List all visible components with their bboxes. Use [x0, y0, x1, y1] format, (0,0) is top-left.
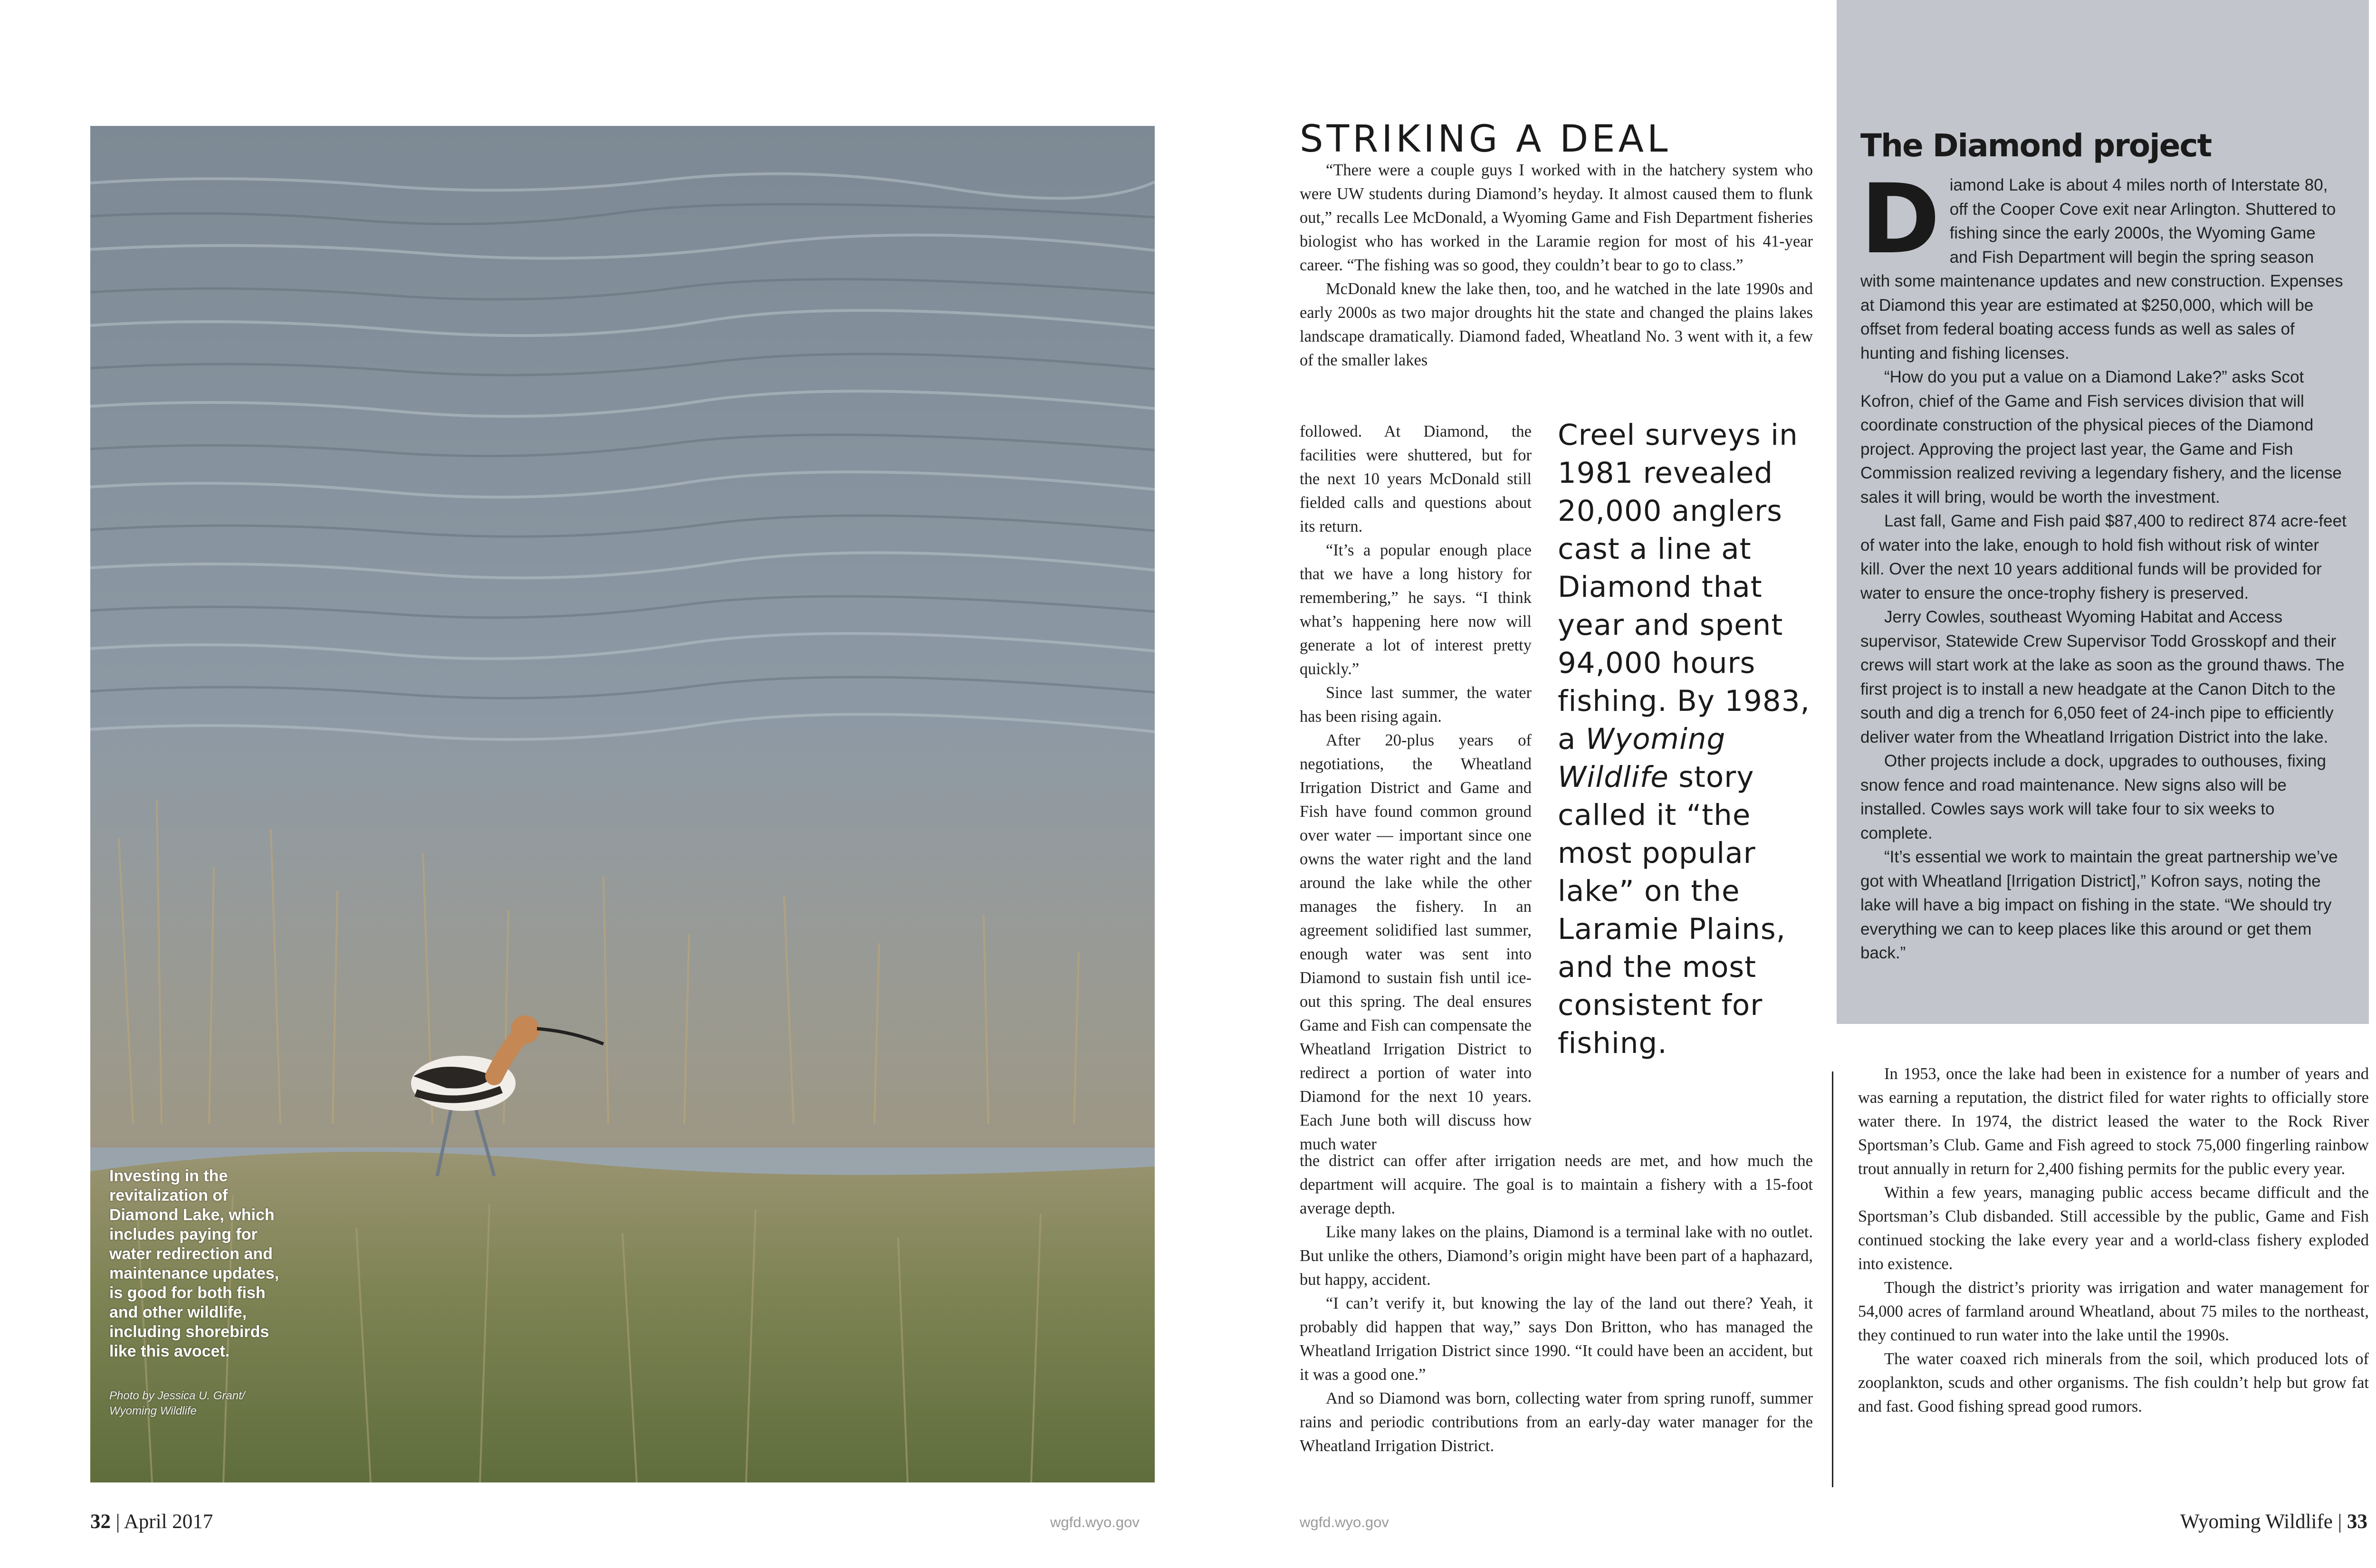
article-right-column	[1858, 1062, 2369, 1418]
right-folio-title: Wyoming Wildlife	[2180, 1511, 2333, 1533]
sidebar-paragraph: “How do you put a value on a Diamond Lake?” asks Scot Kofron, chief of the Game and Fish services division that will coordinate construction of the physical pieces of the Diamond project. Approving the project last year, the Game and Fish Commission realized reviving a legendary fishery, and the license sales it will bring, would be worth the investment.	[1860, 368, 2342, 507]
sidebar-title: The Diamond project	[1860, 127, 2212, 164]
article-headline: STRIKING A DEAL	[1300, 118, 1671, 161]
left-folio-separator: |	[115, 1511, 120, 1533]
article-paragraph: the district can offer after irrigation needs are met, and how much the department will acquire. The goal is to maintain a fishery with a 15-foot average depth.	[1300, 1152, 1813, 1217]
pull-quote-text-end: story called it “the most popular lake” on the Laramie Plains, and the most consistent for fishing.	[1558, 760, 1786, 1060]
sidebar-paragraph: Jerry Cowles, southeast Wyoming Habitat and Access supervisor, Statewide Crew Supervisor Todd Grosskopf and their crews will start work at the lake as soon as the ground thaws. The first project is to install a new headgate at the Canon Ditch to the south and dig a trench for 6,050 feet of 24-inch pipe to efficiently deliver water from the Wheatland Irrigation District into the lake.	[1860, 608, 2345, 746]
sidebar-text	[1860, 163, 2347, 966]
sidebar-paragraph: “It’s essential we work to maintain the great partnership we’ve got with Wheatland [Irrigation District],” Kofron says, noting the lake will have a big impact on fishing in the state. “We should try everything we can to keep places like this around or get them back.”	[1860, 848, 2338, 962]
article-paragraph: Since last summer, the water has been rising again.	[1300, 684, 1532, 726]
pull-quote-text: Creel surveys in 1981 revealed 20,000 anglers cast a line at Diamond that year and spent 94,000 hours fishing. By 1983, a	[1558, 418, 1810, 756]
article-paragraph: Like many lakes on the plains, Diamond is a terminal lake with no outlet. But unlike the others, Diamond’s origin might have been part of a haphazard, but happy, accident.	[1300, 1223, 1813, 1289]
right-page-url[interactable]: wgfd.wyo.gov	[1300, 1514, 1389, 1530]
article-paragraph: The water coaxed rich minerals from the soil, which produced lots of zooplankton, scuds and other organisms. The fish couldn’t help but grow fat and fast. Good fishing spread good rumors.	[1858, 1350, 2369, 1415]
right-folio	[2180, 1510, 2367, 1533]
article-paragraph: “It’s a popular enough place that we have a long history for remembering,” he says. “I think what’s happening here now will generate a lot of interest pretty quickly.”	[1300, 541, 1532, 678]
article-top-text	[1300, 158, 1813, 372]
right-page-number: 33	[2347, 1511, 2367, 1533]
article-paragraph: “I can’t verify it, but knowing the lay of the land out there? Yeah, it probably did happen that way,” says Don Britton, who has managed the Wheatland Irrigation District since 1990. “It could have been an accident, but it was a good one.”	[1300, 1294, 1813, 1384]
left-page-url[interactable]: wgfd.wyo.gov	[1050, 1514, 1140, 1530]
sidebar-first-paragraph	[1860, 163, 2347, 365]
left-page-number: 32	[90, 1511, 111, 1533]
article-bottom-text	[1300, 1149, 1813, 1458]
photo-caption: Investing in the revitalization of Diamond Lake, which includes paying for water redirection and maintenance updates, is good for both fish and other wildlife, including shorebirds like this avocet.	[109, 1167, 279, 1360]
pull-quote	[1558, 416, 1824, 1062]
article-paragraph: followed. At Diamond, the facilities were shuttered, but for the next 10 years McDonald still fielded calls and questions about its return.	[1300, 422, 1532, 535]
article-narrow-text	[1300, 420, 1532, 1156]
right-folio-separator: |	[2338, 1511, 2342, 1533]
sidebar-paragraph: Other projects include a dock, upgrades to outhouses, fixing snow fence and road maintenance. New signs also will be installed. Cowles says work will take four to six weeks to complete.	[1860, 752, 2326, 842]
pull-quote-magazine-title: Wyoming Wildlife	[1558, 722, 1726, 794]
drop-cap: D	[1860, 163, 1940, 275]
left-folio-date: April 2017	[124, 1511, 213, 1533]
sidebar-paragraph: Last fall, Game and Fish paid $87,400 to redirect 874 acre-feet of water into the lake, enough to hold fish without risk of winter kill. Over the next 10 years additional funds will be provided for water to ensure the once-trophy fishery is preserved.	[1860, 512, 2347, 602]
article-paragraph: After 20-plus years of negotiations, the Wheatland Irrigation District and Game and Fish have found common ground over water — important since one owns the water right and the land around the lake while the other manages the fishery. In an agreement solidified last summer, enough water was sent into Diamond to sustain fish until ice-out this spring. The deal ensures Game and Fish can compensate the Wheatland Irrigation District to redirect a portion of water into Diamond for the next 10 years. Each June both will discuss how much water	[1300, 731, 1532, 1153]
article-paragraph: Within a few years, managing public access became difficult and the Sportsman’s Club disbanded. Still accessible by the public, Game and Fish continued stocking the lake every year and a world-class fishery exploded into existence.	[1858, 1184, 2369, 1273]
article-paragraph: “There were a couple guys I worked with in the hatchery system who were UW students during Diamond’s heyday. It almost caused them to flunk out,” recalls Lee McDonald, a Wyoming Game and Fish Department fisheries biologist who has worked in the Laramie region for most of his 41-year career. “The fishing was so good, they couldn’t bear to go to class.”	[1300, 161, 1813, 274]
sidebar-first-text: iamond Lake is about 4 miles north of Interstate 80, off the Cooper Cove exit near Arlington. Shuttered to fishing since the early 2000s, the Wyoming Game and Fish Department will begin the spring season with some maintenance updates and new construction. Expenses at Diamond this year are estimated at $250,000, which will be offset from federal boating access funds as well as sales of hunting and fishing licenses.	[1860, 176, 2343, 363]
article-paragraph: McDonald knew the lake then, too, and he watched in the late 1990s and early 2000s as two major droughts hit the state and changed the plains lakes landscape dramatically. Diamond faded, Wheatland No. 3 went with it, a few of the smaller lakes	[1300, 280, 1813, 369]
column-divider	[1832, 1071, 1833, 1487]
photo-credit: Photo by Jessica U. Grant/ Wyoming Wildlife	[109, 1389, 245, 1417]
article-paragraph: In 1953, once the lake had been in existence for a number of years and was earning a reputation, the district filed for water rights to officially store water there. In 1974, the district leased the water to the Rock River Sportsman’s Club. Game and Fish agreed to stock 75,000 fingerling rainbow trout annually in return for 2,400 fishing permits for the public every year.	[1858, 1065, 2369, 1178]
left-folio	[90, 1510, 213, 1533]
article-paragraph: And so Diamond was born, collecting water from spring runoff, summer rains and periodic contributions from an early-day water manager for the Wheatland Irrigation District.	[1300, 1389, 1813, 1455]
article-paragraph: Though the district’s priority was irrigation and water management for 54,000 acres of farmland around Wheatland, about 75 miles to the northeast, they continued to run water into the lake until the 1990s.	[1858, 1279, 2369, 1344]
